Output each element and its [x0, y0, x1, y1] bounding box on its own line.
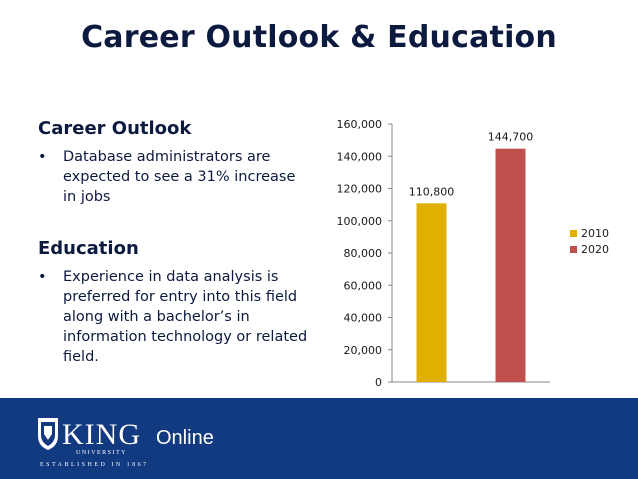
legend-swatch-2020: [570, 246, 577, 253]
logo-online-text: Online: [156, 427, 214, 449]
logo-king-text: KING: [62, 418, 141, 451]
bar-2010: [417, 203, 447, 382]
slide-title: Career Outlook & Education: [81, 20, 557, 55]
bar-2020: [496, 149, 526, 382]
bullet-dot-icon: •: [38, 269, 47, 285]
education-bullet: [38, 267, 313, 367]
career-outlook-heading: Career Outlook: [38, 118, 192, 139]
legend-label-2010: 2010: [581, 227, 609, 240]
legend-label-2020: 2020: [581, 243, 609, 256]
bullet-dot-icon: •: [38, 149, 47, 165]
employment-bar-chart: [320, 112, 630, 392]
legend-swatch-2010: [570, 230, 577, 237]
data-label-2020: 144,700: [487, 130, 534, 144]
y-tick-label: 40,000: [343, 311, 382, 325]
y-tick-label: 80,000: [343, 247, 382, 260]
footer-bar: [0, 398, 638, 479]
y-tick-label: 60,000: [343, 279, 382, 293]
y-tick-label: 100,000: [336, 214, 382, 228]
y-tick-label: 20,000: [343, 343, 382, 357]
y-tick-label: 0: [375, 376, 382, 389]
y-tick-label: 160,000: [336, 118, 382, 131]
career-outlook-section: [38, 118, 313, 207]
king-university-online-logo: [36, 414, 236, 470]
y-tick-label: 140,000: [336, 150, 382, 164]
education-bullet-text: Experience in data analysis is preferred for entry into this field along with a bachelor’s in information technology or related field.: [63, 269, 308, 365]
education-section: [38, 238, 313, 367]
career-outlook-bullet: [38, 147, 313, 207]
data-label-2010: 110,800: [408, 185, 455, 199]
career-outlook-bullet-text: Database administrators are expected to see a 31% increase in jobs: [63, 149, 296, 205]
logo-tagline-text: ESTABLISHED IN 1867: [40, 462, 149, 468]
logo-university-text: UNIVERSITY: [76, 450, 127, 456]
education-heading: Education: [38, 238, 139, 259]
y-tick-label: 120,000: [336, 182, 382, 196]
